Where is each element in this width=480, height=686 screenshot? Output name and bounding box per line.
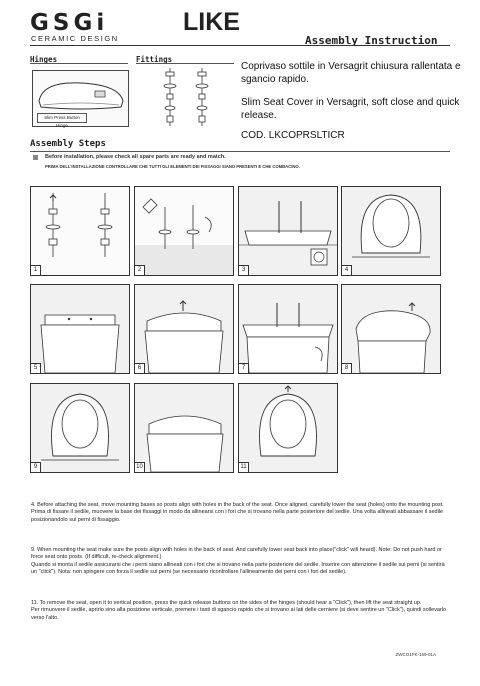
brand-logo: GSGi (30, 10, 109, 36)
step-number: 1 (31, 265, 41, 275)
instruction-4-it: Prima di fissare il sedile, muovere la base dei fissaggi in modo da allinearsi con i fori che si trovano nella parte posteriore del sedile. Una volta allineati abbassare il sedile posizionandolo sui perni di fissaggio. (31, 509, 444, 523)
step-panel-7 (238, 284, 338, 374)
step-panel-5 (30, 284, 130, 374)
step-panel-2 (134, 186, 234, 276)
instruction-11-it: Per rimuovere il sedile, aprirlo sino alla posizione verticale, premere i tasti di sgancio rapido che si trovano ai lati delle cerniere (si deve sentire un "Click"), quindi sollevarlo verso l'alto. (31, 607, 447, 621)
step-number: 10 (135, 462, 145, 472)
instruction-4-en: 4. Before attaching the seat, move mounting bases so posts align with holes in the back of the seat. Once aligned, carefully lower the seat (holes) onto the mounting post. (31, 502, 444, 508)
step-panel-11 (238, 383, 338, 473)
product-code: COD. LKCOPRSLTICR (241, 130, 345, 141)
step-panel-10 (134, 383, 234, 473)
hinges-label: Hinges (30, 55, 58, 64)
description-en: Slim Seat Cover in Versagrit, soft close and quick release. (241, 97, 460, 121)
instruction-9 (31, 547, 449, 577)
step-number: 8 (342, 363, 352, 373)
step-number: 9 (31, 462, 41, 472)
step-number: 4 (342, 265, 352, 275)
instruction-9-it: Quando si monta il sedile assicurarsi che i perni siano allineati con i fori che si trovano nella parte posteriore del sedile. Inserire con attenzione il sedile sui perni (si sentirà un "click"). Nota: non spingere con forza il sedile sui perni (se necessario ricontrollare l'allineamento dei perni con i fori del sedile). (31, 561, 445, 576)
note-en: Before installation, please check all spare parts are ready and match. (45, 154, 226, 160)
step-number: 3 (239, 265, 249, 275)
step-number: 7 (239, 363, 249, 373)
step-panel-6 (134, 284, 234, 374)
fittings-divider (136, 63, 234, 64)
document-code: ZWCO1FK-159-01A (395, 652, 436, 657)
steps-divider (30, 151, 450, 152)
header-divider (30, 45, 450, 46)
brand-tagline: CERAMIC DESIGN (31, 34, 119, 43)
instruction-4 (31, 502, 449, 524)
description-it: Coprivaso sottile in Versagrit chiusura rallentata e sgancio rapido. (241, 61, 461, 85)
step-number: 6 (135, 363, 145, 373)
step-panel-8 (341, 284, 441, 374)
step-panel-3 (238, 186, 338, 276)
note-bullet (33, 155, 38, 160)
fittings-illustration (150, 66, 235, 128)
step-panel-9 (30, 383, 130, 473)
instruction-9-en: 9. When mounting the seat make sure the posts align with holes in the back of seat. And carefully lower seat back into place("click" will heard). Note: Do not push hard or force seat onto posts. (If difficult, re-check alignment.) (31, 547, 442, 561)
hinges-divider (30, 63, 128, 64)
step-panel-1 (30, 186, 130, 276)
step-panel-4 (341, 186, 441, 276)
step-number: 2 (135, 265, 145, 275)
step-number: 11 (239, 462, 249, 472)
instruction-11-en: 11. To remove the seat, open it to vertical position, press the quick release buttons on the sides of the hinges (should hear a "Click"), then lift the seat straight up. (31, 600, 422, 606)
instruction-11 (31, 600, 449, 622)
note-it: PRIMA DELL'INSTALLAZIONE CONTROLLARE CHE TUTTI GLI ELEMENTI DEI FISSAGGI SIANO PRESENTI E CHE COMBACINO. (45, 164, 300, 169)
fittings-label: Fittings (136, 55, 173, 64)
hinge-illustration (32, 70, 129, 127)
step-number: 5 (31, 363, 41, 373)
document-title: Assembly Instruction (305, 34, 438, 47)
model-name: LIKE (183, 8, 240, 36)
hinge-caption: Slim Press Button Hinge (37, 113, 87, 123)
steps-heading: Assembly Steps (30, 139, 106, 149)
